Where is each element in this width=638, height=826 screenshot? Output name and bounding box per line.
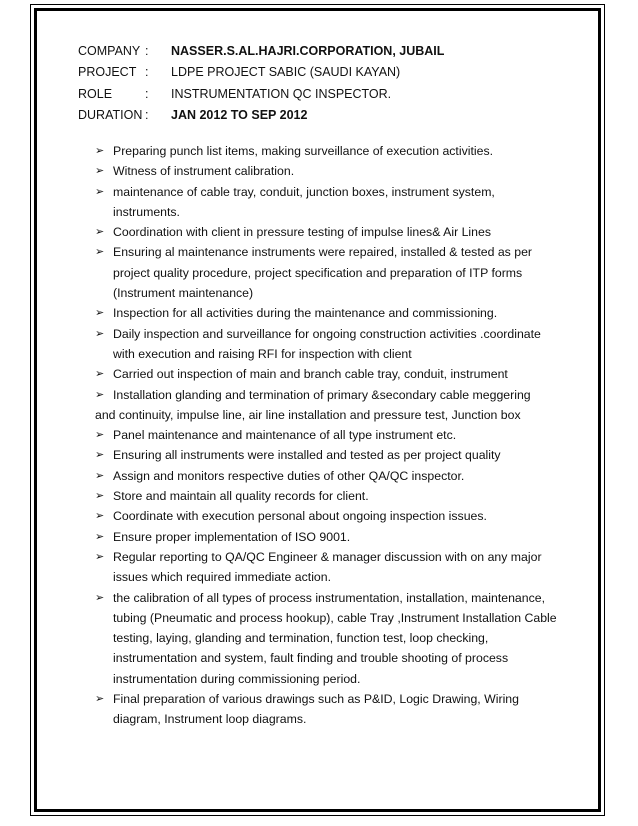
arrow-bullet-icon: ➢	[95, 490, 105, 503]
arrow-bullet-icon: ➢	[95, 246, 105, 259]
list-item: ➢ Ensuring al maintenance instruments were repaired, installed & tested as per project quality procedure, project specification and preparation of ITP forms (Instrument maintenance)	[95, 242, 565, 303]
arrow-bullet-icon: ➢	[95, 165, 105, 178]
project-sep: :	[145, 65, 149, 80]
arrow-bullet-icon: ➢	[95, 429, 105, 442]
continuation-line: and continuity, impulse line, air line installation and pressure test, Junction box	[95, 407, 521, 422]
arrow-bullet-icon: ➢	[95, 469, 105, 482]
arrow-bullet-icon: ➢	[95, 530, 105, 543]
list-item: ➢ Ensuring all instruments were installed and tested as per project quality	[95, 445, 565, 465]
arrow-bullet-icon: ➢	[95, 510, 105, 523]
list-item: ➢ Daily inspection and surveillance for ongoing construction activities .coordinate with execution and raising RFI for inspection with client	[95, 324, 565, 365]
arrow-bullet-icon: ➢	[95, 388, 105, 401]
list-item: ➢ Assign and monitors respective duties of other QA/QC inspector.	[95, 466, 565, 486]
list-item: ➢ the calibration of all types of process instrumentation, installation, maintenance, tubing (Pneumatic and process hookup), cable Tray ,Instrument Installation Cable testing, laying, glanding and termination, function test, loop checking, instrumentation and system, fault finding and trouble shooting of process instrumentation during commissioning period.	[95, 588, 565, 689]
list-item: ➢ Regular reporting to QA/QC Engineer & manager discussion with on any major issues which required immediate action.	[95, 547, 565, 588]
arrow-bullet-icon: ➢	[95, 145, 105, 157]
arrow-bullet-icon: ➢	[95, 327, 105, 340]
duration-sep: :	[145, 108, 149, 123]
list-item: ➢ Panel maintenance and maintenance of all type instrument etc.	[95, 425, 565, 445]
list-item: ➢ Ensure proper implementation of ISO 9001.	[95, 527, 565, 547]
role-sep: :	[145, 86, 149, 101]
responsibilities-list	[95, 141, 565, 730]
duration-value: JAN 2012 TO SEP 2012	[171, 108, 308, 123]
duration-row	[78, 105, 444, 127]
list-item: ➢ maintenance of cable tray, conduit, junction boxes, instrument system, instruments.	[95, 182, 565, 223]
arrow-bullet-icon: ➢	[95, 449, 105, 462]
list-item: ➢ Final preparation of various drawings such as P&ID, Logic Drawing, Wiring diagram, Instrument loop diagrams.	[95, 689, 565, 730]
company-label: COMPANY	[78, 43, 141, 58]
arrow-bullet-icon: ➢	[95, 591, 105, 604]
arrow-bullet-icon: ➢	[95, 185, 105, 198]
project-row	[78, 62, 444, 84]
list-item: ➢ Coordinate with execution personal about ongoing inspection issues.	[95, 506, 565, 526]
arrow-bullet-icon: ➢	[95, 693, 105, 706]
list-item: ➢ Witness of instrument calibration.	[95, 161, 565, 181]
arrow-bullet-icon: ➢	[95, 368, 105, 381]
company-value: NASSER.S.AL.HAJRI.CORPORATION, JUBAIL	[171, 43, 445, 58]
company-row	[78, 40, 444, 62]
role-label: ROLE	[78, 86, 113, 101]
list-item: ➢ Inspection for all activities during the maintenance and commissioning.	[95, 303, 565, 323]
company-sep: :	[145, 43, 149, 58]
role-row	[78, 83, 444, 105]
arrow-bullet-icon: ➢	[95, 226, 105, 239]
list-item: ➢ Installation glanding and termination of primary &secondary cable meggering	[95, 385, 565, 405]
list-item: ➢ Coordination with client in pressure testing of impulse lines& Air Lines	[95, 222, 565, 242]
arrow-bullet-icon: ➢	[95, 307, 105, 320]
list-item: ➢ Carried out inspection of main and branch cable tray, conduit, instrument	[95, 364, 565, 384]
role-value: INSTRUMENTATION QC INSPECTOR.	[171, 86, 392, 101]
project-label: PROJECT	[78, 65, 137, 80]
list-item: ➢ Store and maintain all quality records for client.	[95, 486, 565, 506]
list-item: ➢ Preparing punch list items, making surveillance of execution activities.	[95, 141, 565, 161]
project-value: LDPE PROJECT SABIC (SAUDI KAYAN)	[171, 65, 401, 80]
duration-label: DURATION	[78, 108, 143, 123]
arrow-bullet-icon: ➢	[95, 550, 105, 563]
job-info-block	[78, 40, 444, 126]
